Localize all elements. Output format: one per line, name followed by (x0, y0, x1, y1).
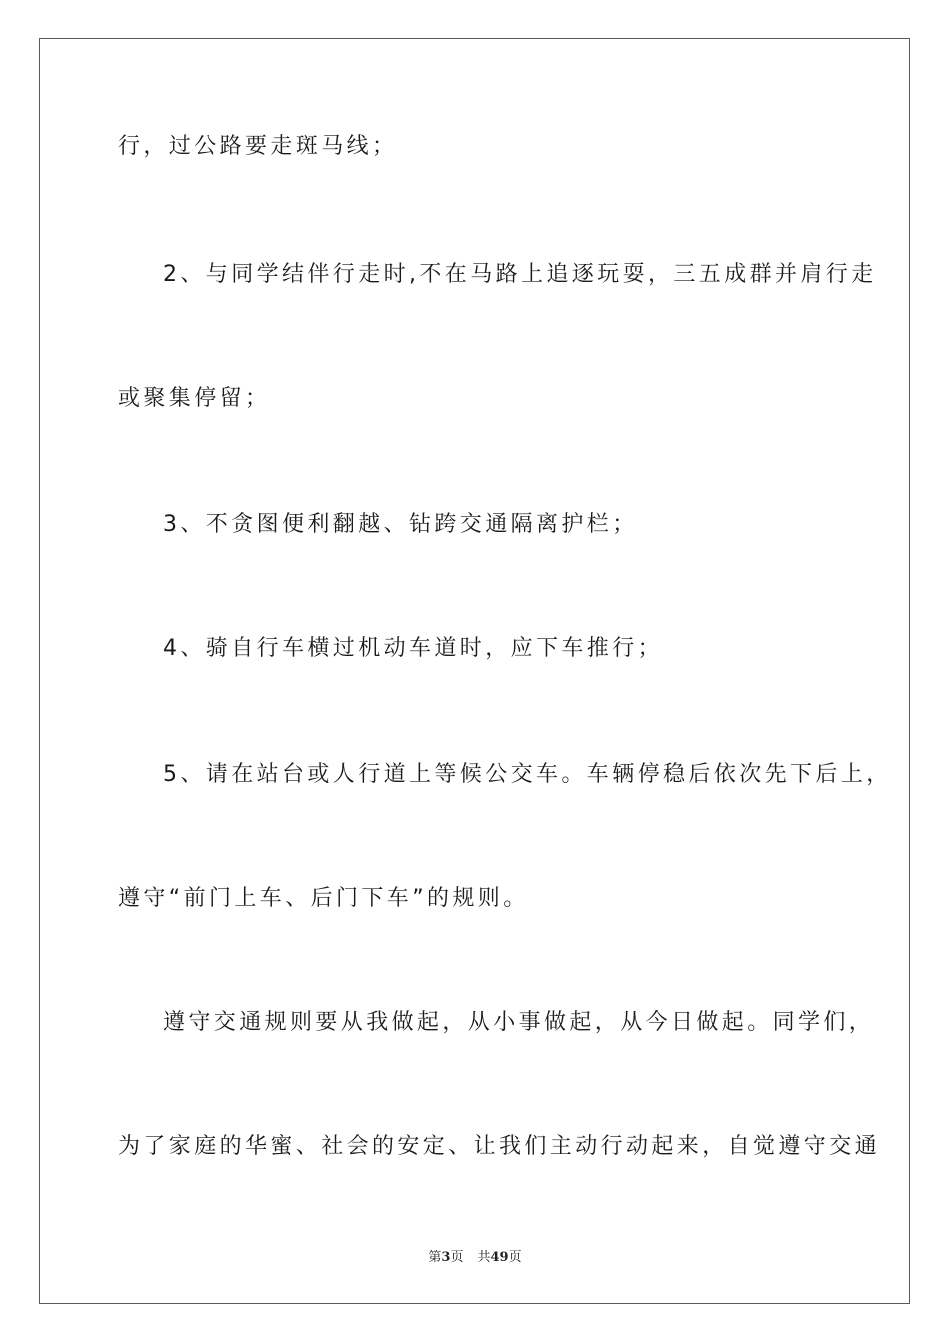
footer-total-pages: 49 (490, 1250, 509, 1265)
footer-total-suffix: 页 (508, 1250, 522, 1265)
text-line-9: 为了家庭的华蜜、社会的安定、让我们主动行动起来，自觉遵守交通 (118, 1134, 881, 1159)
footer-total-prefix: 共 (477, 1250, 491, 1265)
text-line-1: 行，过公路要走斑马线； (118, 134, 398, 159)
footer-page-prefix: 第 (428, 1250, 442, 1265)
text-line-4: 3、不贪图便利翻越、钻跨交通隔离护栏； (163, 512, 638, 537)
text-line-6: 5、请在站台或人行道上等候公交车。车辆停稳后依次先下后上， (163, 762, 892, 787)
page-footer (0, 1246, 950, 1265)
page-border (39, 38, 910, 1304)
text-line-3: 或聚集停留； (118, 386, 271, 411)
footer-page-suffix: 页 (450, 1250, 464, 1265)
footer-page-number: 3 (441, 1250, 451, 1265)
text-line-8: 遵守交通规则要从我做起，从小事做起，从今日做起。同学们， (163, 1010, 875, 1035)
text-line-7: 遵守“前门上车、后门下车”的规则。 (118, 886, 529, 911)
text-line-5: 4、骑自行车横过机动车道时，应下车推行； (163, 636, 663, 661)
text-line-2: 2、与同学结伴行走时,不在马路上追逐玩耍，三五成群并肩行走 (163, 262, 877, 287)
